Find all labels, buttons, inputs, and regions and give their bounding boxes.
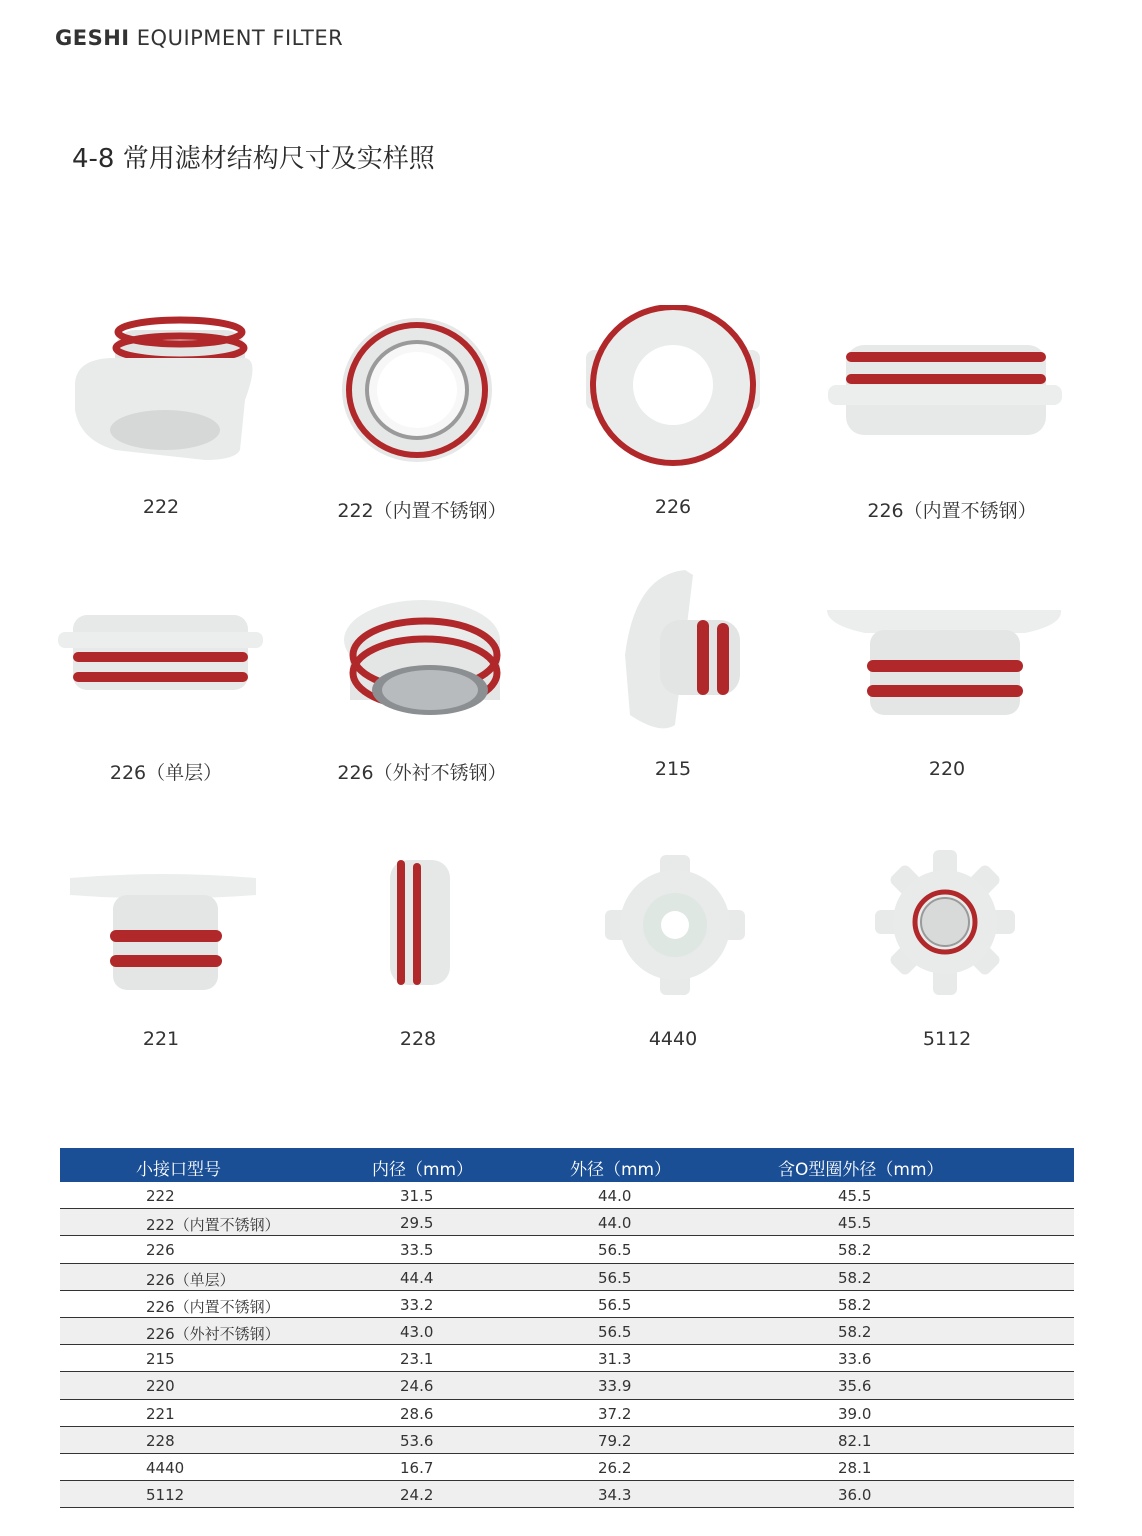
table-row [60, 1291, 1074, 1318]
table-cell: 37.2 [598, 1404, 632, 1423]
table-cell: 33.2 [400, 1295, 434, 1314]
table-cell: 45.5 [838, 1214, 872, 1233]
table-cell: 28.6 [400, 1404, 434, 1423]
table-cell: 33.9 [598, 1377, 632, 1396]
brand-name: GESHI [55, 26, 130, 50]
brand-subtitle: EQUIPMENT FILTER [129, 26, 344, 50]
table-cell: 28.1 [838, 1458, 872, 1477]
table-cell: 82.1 [838, 1431, 872, 1450]
table-cell: 34.3 [598, 1486, 632, 1505]
table-cell: 226（单层） [146, 1270, 235, 1289]
table-cell: 44.0 [598, 1214, 632, 1233]
table-cell: 24.6 [400, 1377, 434, 1396]
table-cell: 226 [146, 1241, 175, 1260]
table-row [60, 1236, 1074, 1263]
table-cell: 16.7 [400, 1458, 434, 1477]
table-cell: 222（内置不锈钢） [146, 1216, 280, 1235]
table-cell: 43.0 [400, 1322, 434, 1341]
column-header: 小接口型号 [136, 1160, 221, 1180]
table-cell: 79.2 [598, 1431, 632, 1450]
table-row [60, 1454, 1074, 1481]
product-photo-4440 [605, 855, 865, 1055]
table-cell: 5112 [146, 1486, 185, 1505]
product-caption: 222 [142, 496, 180, 518]
table-cell: 39.0 [838, 1404, 872, 1423]
product-photo-222-inner-steel [325, 305, 585, 505]
table-cell: 56.5 [598, 1295, 632, 1314]
table-cell: 44.0 [598, 1187, 632, 1205]
table-row [60, 1182, 1074, 1209]
table-row [60, 1318, 1074, 1345]
product-caption: 226（单层） [109, 762, 223, 784]
table-cell: 33.6 [838, 1350, 872, 1369]
table-row [60, 1209, 1074, 1236]
table-cell: 31.3 [598, 1350, 632, 1369]
table-cell: 221 [146, 1404, 175, 1423]
table-cell: 56.5 [598, 1322, 632, 1341]
product-caption: 222（内置不锈钢） [337, 500, 507, 522]
product-caption: 215 [654, 758, 692, 780]
product-caption: 221 [142, 1028, 180, 1050]
product-photo-226 [580, 305, 840, 505]
table-cell: 29.5 [400, 1214, 434, 1233]
table-body [60, 1182, 1074, 1508]
spec-table [60, 1148, 1074, 1508]
product-photo-222 [55, 300, 315, 500]
column-header: 含O型圈外径（mm） [778, 1160, 944, 1180]
product-caption: 5112 [922, 1028, 972, 1050]
product-caption: 226（外衬不锈钢） [337, 762, 507, 784]
table-cell: 58.2 [838, 1241, 872, 1260]
table-cell: 228 [146, 1431, 175, 1450]
table-row [60, 1372, 1074, 1399]
table-cell: 215 [146, 1350, 175, 1369]
table-cell: 220 [146, 1377, 175, 1396]
table-cell: 58.2 [838, 1322, 872, 1341]
table-cell: 33.5 [400, 1241, 434, 1260]
product-photo-5112 [875, 850, 1135, 1050]
table-cell: 53.6 [400, 1431, 434, 1450]
product-caption: 220 [928, 758, 966, 780]
table-row [60, 1400, 1074, 1427]
product-caption: 4440 [648, 1028, 698, 1050]
table-cell: 56.5 [598, 1268, 632, 1287]
table-row [60, 1481, 1074, 1508]
table-row [60, 1427, 1074, 1454]
table-cell: 36.0 [838, 1486, 872, 1505]
table-cell: 222 [146, 1187, 175, 1205]
product-caption: 228 [399, 1028, 437, 1050]
table-cell: 226（外衬不锈钢） [146, 1324, 280, 1343]
table-cell: 23.1 [400, 1350, 434, 1369]
table-cell: 26.2 [598, 1458, 632, 1477]
table-header [60, 1148, 1074, 1182]
table-cell: 31.5 [400, 1187, 434, 1205]
product-caption: 226（内置不锈钢） [867, 500, 1037, 522]
table-cell: 44.4 [400, 1268, 434, 1287]
table-cell: 35.6 [838, 1377, 872, 1396]
table-cell: 24.2 [400, 1486, 434, 1505]
table-cell: 56.5 [598, 1241, 632, 1260]
table-row [60, 1264, 1074, 1291]
table-row [60, 1345, 1074, 1372]
section-title: 4-8 常用滤材结构尺寸及实样照 [72, 144, 435, 174]
column-header: 外径（mm） [570, 1160, 672, 1180]
table-cell: 4440 [146, 1458, 185, 1477]
table-cell: 45.5 [838, 1187, 872, 1205]
column-header: 内径（mm） [372, 1160, 474, 1180]
table-cell: 226（内置不锈钢） [146, 1297, 280, 1316]
table-cell: 58.2 [838, 1268, 872, 1287]
brand-header [55, 26, 343, 50]
table-cell: 58.2 [838, 1295, 872, 1314]
product-caption: 226 [654, 496, 692, 518]
